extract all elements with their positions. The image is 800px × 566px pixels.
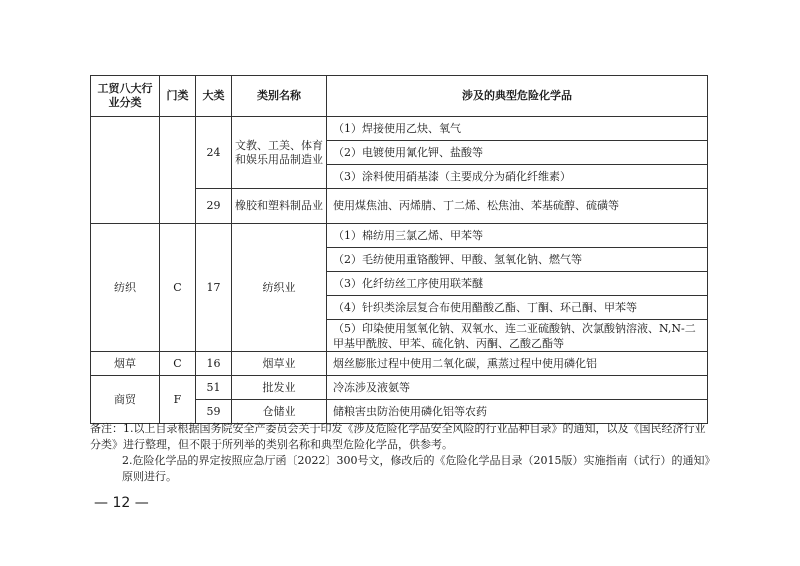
industry-cell: 商贸: [91, 376, 160, 424]
door-cell: C: [160, 352, 196, 376]
category-cell: 文教、工美、体育和娱乐用品制造业: [232, 117, 327, 189]
chemical-item: （2）电镀使用氰化钾、盐酸等: [327, 141, 708, 165]
chemical-item: （3）化纤纺丝工序使用联苯醚: [327, 272, 708, 296]
chemical-item: （5）印染使用氢氧化钠、双氧水、连二亚硫酸钠、次氯酸钠溶液、N,N-二甲基甲酰胺、甲苯、硫化钠、丙酮、乙酸乙酯等: [327, 320, 708, 352]
header-chemicals: 涉及的典型危险化学品: [327, 76, 708, 117]
table-row: [91, 117, 708, 141]
major-cell: 17: [196, 224, 232, 352]
industry-cell-empty: [91, 117, 160, 224]
chemical-item: 烟丝膨胀过程中使用二氧化碳，熏蒸过程中使用磷化铝: [327, 352, 708, 376]
category-cell: 批发业: [232, 376, 327, 400]
chemical-item: 储粮害虫防治使用磷化铝等农药: [327, 400, 708, 424]
industry-cell: 烟草: [91, 352, 160, 376]
header-category: 类别名称: [232, 76, 327, 117]
door-cell: C: [160, 224, 196, 352]
door-cell-empty: [160, 117, 196, 224]
header-row: [91, 76, 708, 117]
chemical-item: （4）针织类涂层复合布使用醋酸乙酯、丁酮、环己酮、甲苯等: [327, 296, 708, 320]
note-1: 备注：1.以上目录根据国务院安全产委员会关于印发《涉及危险化学品安全风险的行业品种目录》的通知，以及《国民经济行业分类》进行整理，但不限于所列举的类别名称和典型危险化学品，供参考。: [90, 422, 706, 451]
table-row: [91, 352, 708, 376]
chemical-item: 使用煤焦油、丙烯腈、丁二烯、松焦油、苯基硫醇、硫磺等: [327, 189, 708, 224]
major-cell: 51: [196, 376, 232, 400]
header-door: 门类: [160, 76, 196, 117]
notes-block: [90, 421, 710, 485]
hazardous-chemicals-table: [90, 75, 708, 424]
industry-cell: 纺织: [91, 224, 160, 352]
table-row: [91, 224, 708, 248]
chemical-item: （2）毛纺使用重铬酸钾、甲酸、氢氧化钠、燃气等: [327, 248, 708, 272]
category-cell: 烟草业: [232, 352, 327, 376]
category-cell: 仓储业: [232, 400, 327, 424]
major-cell: 16: [196, 352, 232, 376]
table-row: [91, 376, 708, 400]
major-cell: 29: [196, 189, 232, 224]
major-cell: 24: [196, 117, 232, 189]
page-number: — 12 —: [94, 495, 149, 511]
header-industry: 工贸八大行业分类: [91, 76, 160, 117]
major-cell: 59: [196, 400, 232, 424]
chemical-item: （1）棉纺用三氯乙烯、甲苯等: [327, 224, 708, 248]
door-cell: F: [160, 376, 196, 424]
category-cell: 橡胶和塑料制品业: [232, 189, 327, 224]
chemical-item: 冷冻涉及液氨等: [327, 376, 708, 400]
category-cell: 纺织业: [232, 224, 327, 352]
chemical-item: （1）焊接使用乙炔、氧气: [327, 117, 708, 141]
note-2: 2.危险化学品的界定按照应急厅函〔2022〕300号文，修改后的《危险化学品目录（2015版）实施指南（试行）的通知》原则进行。: [122, 454, 710, 483]
chemical-item: （3）涂料使用硝基漆（主要成分为硝化纤维素）: [327, 165, 708, 189]
header-major: 大类: [196, 76, 232, 117]
